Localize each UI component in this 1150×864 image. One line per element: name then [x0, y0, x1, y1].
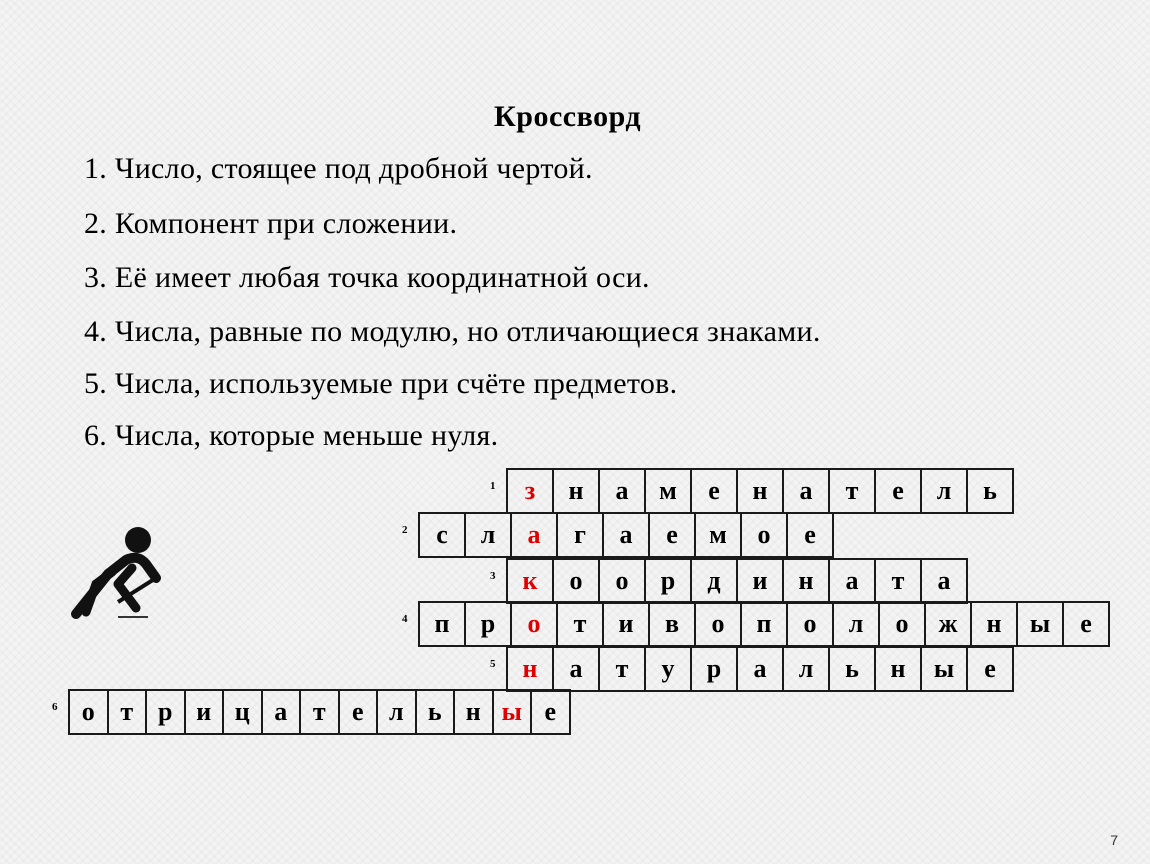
crossword-cell: д — [690, 558, 738, 604]
crossword-cell: о — [740, 512, 788, 558]
clue-3: 3. Её имеет любая точка координатной оси. — [84, 261, 650, 294]
crossword-cell: в — [648, 601, 696, 647]
crossword-cell: н — [874, 646, 922, 692]
crossword-cell: о — [68, 689, 109, 735]
crossword-cell: и — [736, 558, 784, 604]
crossword-cell: м — [694, 512, 742, 558]
crossword-cell: о — [786, 601, 834, 647]
crossword-cell: а — [261, 689, 302, 735]
crossword-cell: р — [464, 601, 512, 647]
crossword-cell: п — [740, 601, 788, 647]
crossword-cell: ц — [222, 689, 263, 735]
crossword-cell: а — [828, 558, 876, 604]
crossword-cell: е — [690, 468, 738, 514]
crossword-cell: а — [736, 646, 784, 692]
row-number-3: 3 — [490, 570, 496, 582]
crossword-cell-keyword: а — [510, 512, 558, 558]
crossword-cell: а — [602, 512, 650, 558]
crossword-cell: т — [874, 558, 922, 604]
crossword-cell: е — [338, 689, 379, 735]
crossword-cell: е — [1062, 601, 1110, 647]
crossword-cell-keyword: о — [510, 601, 558, 647]
crossword-cell: н — [736, 468, 784, 514]
crossword-cell: н — [552, 468, 600, 514]
crossword-cell: н — [970, 601, 1018, 647]
crossword-cell: ы — [920, 646, 968, 692]
crossword-cell: с — [418, 512, 466, 558]
clue-2: 2. Компонент при сложении. — [84, 207, 458, 240]
crossword-cell: е — [786, 512, 834, 558]
crossword-cell-keyword: ы — [492, 689, 533, 735]
crossword-cell: л — [832, 601, 880, 647]
crossword-cell: а — [920, 558, 968, 604]
crossword-cell: а — [552, 646, 600, 692]
crossword-row-5 — [506, 646, 1014, 692]
crossword-cell: м — [644, 468, 692, 514]
row-number-2: 2 — [402, 524, 408, 536]
clue-1: 1. Число, стоящее под дробной чертой. — [84, 152, 593, 185]
crossword-cell: г — [556, 512, 604, 558]
crossword-cell: у — [644, 646, 692, 692]
crossword-cell: ы — [1016, 601, 1064, 647]
page-number: 7 — [1110, 832, 1118, 848]
crossword-cell: ь — [966, 468, 1014, 514]
crossword-cell: н — [782, 558, 830, 604]
row-number-6: 6 — [52, 701, 58, 713]
crossword-cell: ж — [924, 601, 972, 647]
crossword-cell: р — [690, 646, 738, 692]
crossword-cell: е — [530, 689, 571, 735]
crossword-cell: л — [464, 512, 512, 558]
crossword-cell: о — [552, 558, 600, 604]
crossword-cell: т — [598, 646, 646, 692]
crossword-cell: е — [874, 468, 922, 514]
crossword-cell-keyword: н — [506, 646, 554, 692]
crossword-row-2 — [418, 512, 834, 558]
crossword-cell: л — [782, 646, 830, 692]
crossword-cell: а — [598, 468, 646, 514]
crossword-cell: т — [107, 689, 148, 735]
crossword-cell: т — [828, 468, 876, 514]
clue-5: 5. Числа, используемые при счёте предметов. — [84, 367, 678, 400]
crossword-cell: р — [644, 558, 692, 604]
clue-4: 4. Числа, равные по модулю, но отличающиеся знаками. — [84, 315, 821, 348]
crossword-cell: т — [556, 601, 604, 647]
crossword-cell: т — [299, 689, 340, 735]
crossword-cell-keyword: з — [506, 468, 554, 514]
crossword-cell-keyword: к — [506, 558, 554, 604]
crossword-cell: и — [184, 689, 225, 735]
crossword-row-1 — [506, 468, 1014, 514]
crossword-cell: о — [598, 558, 646, 604]
crossword-cell: п — [418, 601, 466, 647]
crossword-cell: ь — [415, 689, 456, 735]
crossword-cell: и — [602, 601, 650, 647]
crossword-row-6 — [68, 689, 571, 735]
crossword-cell: р — [145, 689, 186, 735]
crossword-row-4 — [418, 601, 1110, 647]
crossword-cell: л — [920, 468, 968, 514]
crossword-cell: ь — [828, 646, 876, 692]
crossword-cell: л — [376, 689, 417, 735]
crossword-cell: о — [694, 601, 742, 647]
crossword-cell: е — [966, 646, 1014, 692]
crossword-title: Кроссворд — [494, 100, 642, 133]
row-number-1: 1 — [490, 480, 496, 492]
row-number-4: 4 — [402, 613, 408, 625]
clue-6: 6. Числа, которые меньше нуля. — [84, 419, 499, 452]
crossword-cell: е — [648, 512, 696, 558]
crossword-cell: а — [782, 468, 830, 514]
crossword-cell: н — [453, 689, 494, 735]
row-number-5: 5 — [490, 658, 496, 670]
crossword-cell: о — [878, 601, 926, 647]
crossword-row-3 — [506, 558, 968, 604]
hockey-player-icon — [56, 522, 166, 622]
